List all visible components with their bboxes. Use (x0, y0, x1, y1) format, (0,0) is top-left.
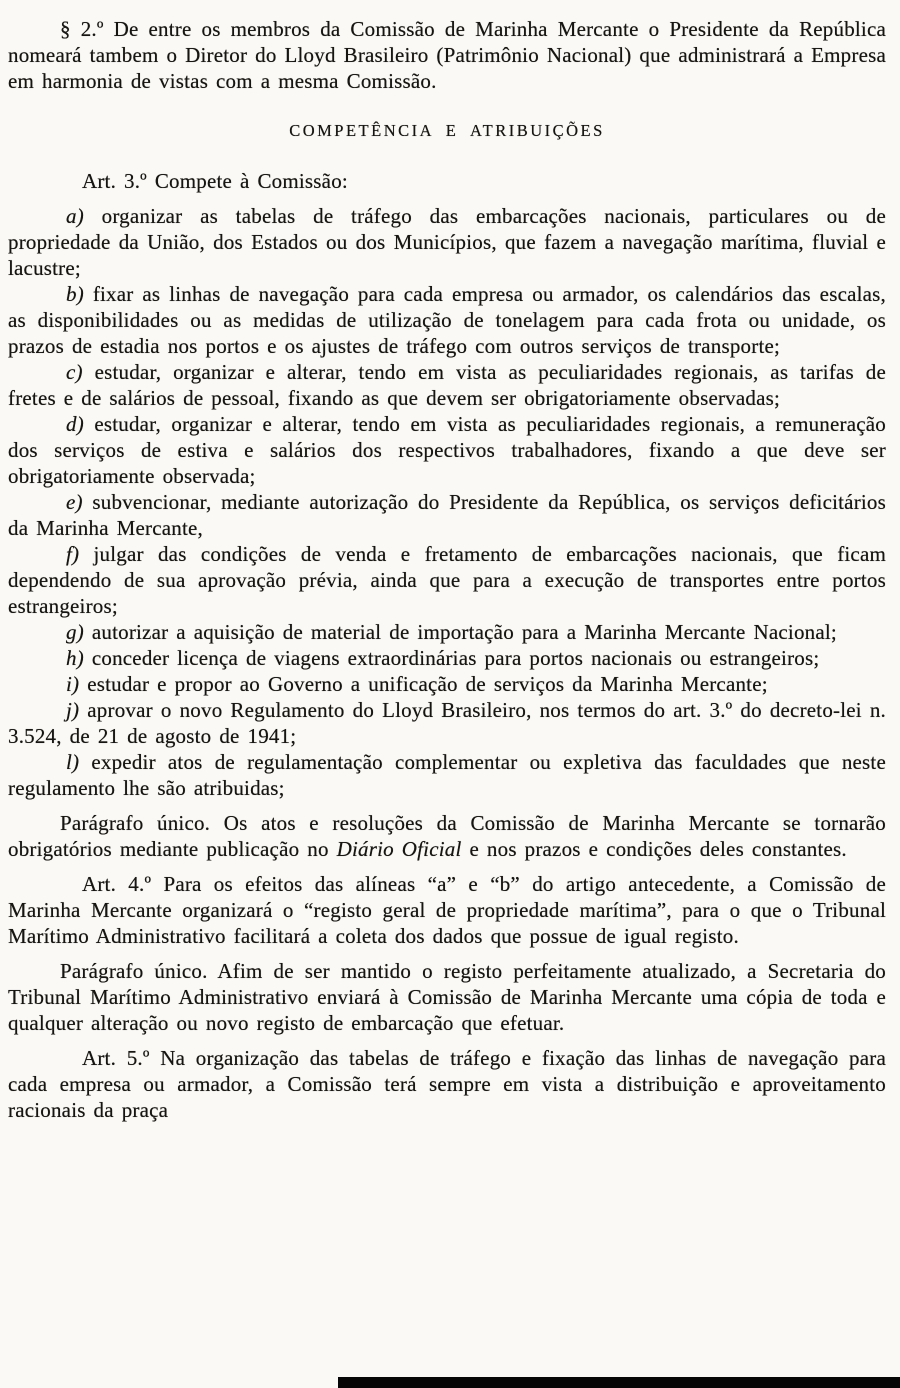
paragrafo-text-before: Os atos e resoluções da Comissão de Marinha Mercante se tornarão obrigatórios mediante publicação no (8, 811, 886, 861)
item-letter: i) (66, 672, 80, 696)
paragrafo-unico-art4 (8, 958, 886, 1036)
item-letter: d) (66, 412, 84, 436)
list-item-l (8, 749, 886, 801)
list-item-g (8, 619, 886, 645)
item-text: estudar, organizar e alterar, tendo em vista as peculiaridades regionais, as tarifas de fretes e de salários de pessoal, fixando as que devem ser obrigatoriamente observadas; (8, 360, 887, 410)
list-item-d (8, 411, 886, 489)
journal-name: Diário Oficial (336, 837, 462, 861)
article-number: Art. 4.º (82, 872, 152, 896)
article-3 (8, 168, 886, 194)
item-letter: j) (66, 698, 80, 722)
list-item-a (8, 203, 886, 281)
item-text: subvencionar, mediante autorização do Presidente da República, os serviços deficitários da Marinha Mercante, (8, 490, 886, 540)
article-text: Para os efeitos das alíneas “a” e “b” do artigo antecedente, a Comissão de Marinha Mercante organizará o “registo geral de propriedade marítima”, para o que o Tribunal Marítimo Administrativo facilitará a coleta dos dados que possue de igual registo. (8, 872, 887, 948)
list-item-h (8, 645, 886, 671)
list-item-b (8, 281, 886, 359)
item-text: conceder licença de viagens extraordinárias para portos nacionais ou estrangeiros; (91, 646, 820, 670)
paragrafo-text: Afim de ser mantido o registo perfeitamente atualizado, a Secretaria do Tribunal Marítimo Administrativo enviará à Comissão de Marinha Mercante uma cópia de toda e qualquer alteração ou novo registo de embarcação que efetuar. (8, 959, 887, 1035)
article-text: Compete à Comissão: (154, 169, 348, 193)
list-item-j (8, 697, 886, 749)
item-letter: g) (66, 620, 84, 644)
paragraph-text: De entre os membros da Comissão de Marinha Mercante o Presidente da República nomeará tambem o Diretor do Lloyd Brasileiro (Patrimônio Nacional) que administrará a Empresa em harmonia de vistas com a mesma Comissão. (8, 17, 887, 93)
item-text: julgar das condições de venda e fretamento de embarcações nacionais, que ficam dependendo de sua aprovação prévia, ainda que para a execução de transportes entre portos estrangeiros; (8, 542, 886, 618)
item-letter: e) (66, 490, 83, 514)
item-text: fixar as linhas de navegação para cada empresa ou armador, os calendários das escalas, as disponibilidades ou as medidas de utilização de tonelagem para cada frota ou unidade, os prazos de estadia nos portos e os ajustes de tráfego com outros serviços de transporte; (8, 282, 886, 358)
paragrafo-text-after: e nos prazos e condições deles constantes. (469, 837, 847, 861)
list-item-i (8, 671, 886, 697)
item-letter: c) (66, 360, 83, 384)
scan-artifact-bar (338, 1377, 900, 1388)
article-text: Na organização das tabelas de tráfego e fixação das linhas de navegação para cada empresa ou armador, a Comissão terá sempre em vista a distribuição e aproveitamento racionais da praça (8, 1046, 886, 1122)
item-text: expedir atos de regulamentação complementar ou expletiva das faculdades que neste regulamento lhe são atribuidas; (8, 750, 886, 800)
paragrafo-label: Parágrafo único. (60, 811, 211, 835)
item-letter: b) (66, 282, 84, 306)
article-number: Art. 3.º (82, 169, 147, 193)
section-heading: COMPETÊNCIA E ATRIBUIÇÕES (289, 121, 605, 140)
article-4 (8, 871, 886, 949)
item-letter: h) (66, 646, 84, 670)
paragraph-section-2 (8, 16, 886, 94)
item-letter: l) (66, 750, 80, 774)
list-item-f (8, 541, 886, 619)
item-text: estudar, organizar e alterar, tendo em vista as peculiaridades regionais, a remuneração dos serviços de estiva e salários dos respectivos trabalhadores, fixando a que deve ser obrigatoriamente observada; (8, 412, 886, 488)
article-number: Art. 5.º (82, 1046, 150, 1070)
item-text: autorizar a aquisição de material de importação para a Marinha Mercante Nacional; (91, 620, 837, 644)
list-item-c (8, 359, 886, 411)
list-item-e (8, 489, 886, 541)
paragrafo-label: Parágrafo único. (60, 959, 208, 983)
paragrafo-unico-art3 (8, 810, 886, 862)
item-letter: f) (66, 542, 80, 566)
item-text: aprovar o novo Regulamento do Lloyd Brasileiro, nos termos do art. 3.º do decreto-lei n. 3.524, de 21 de agosto de 1941; (8, 698, 886, 748)
item-text: organizar as tabelas de tráfego das embarcações nacionais, particulares ou de propriedade da União, dos Estados ou dos Municípios, que fazem a navegação marítima, fluvial e lacustre; (8, 204, 887, 280)
section-symbol: § 2.º (60, 17, 104, 41)
item-text: estudar e propor ao Governo a unificação de serviços da Marinha Mercante; (87, 672, 768, 696)
article-5 (8, 1045, 886, 1123)
item-letter: a) (66, 204, 84, 228)
